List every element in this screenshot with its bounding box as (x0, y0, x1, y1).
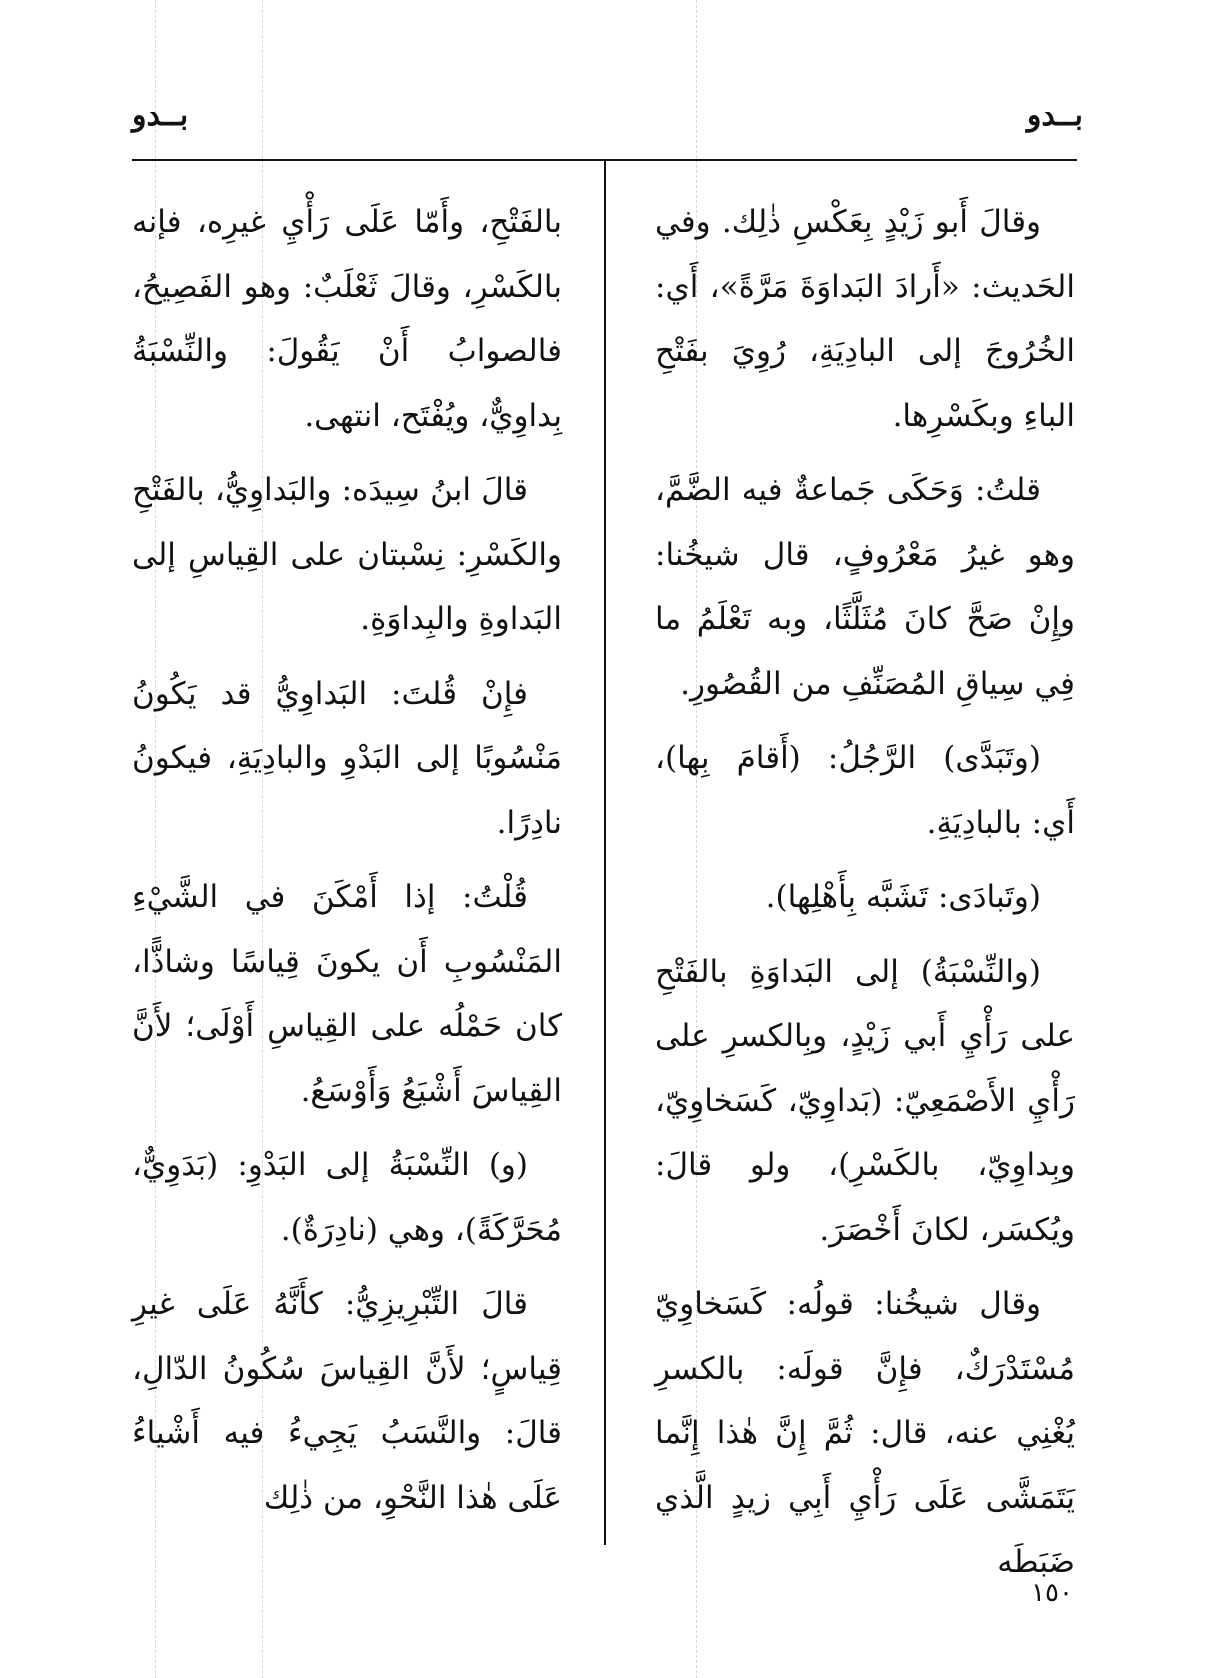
paragraph: قلتُ: وَحَكَى جَماعةٌ فيه الضَّمَّ، وهو غيرُ مَعْرُوفٍ، قال شيخُنا: وإِنْ صَحَّ كانَ مُثَلَّثًا، وبه تَعْلَمُ ما فِي سِياقِ المُصَنِّفِ من القُصُورِ. (655, 472, 1075, 702)
paragraph: (وتَبَدَّى) الرَّجُلُ: (أَقامَ بِها)، أَي: بالبادِيَةِ. (655, 740, 1075, 841)
paragraph: قُلْتُ: إذا أَمْكَنَ في الشَّيْءِ المَنْسُوبِ أَن يكونَ قِياسًا وشاذًّا، كان حَمْلُه على القِياسِ أَوْلَى؛ لأَنَّ القِياسَ أَشْيَعُ وَأَوْسَعُ. (132, 879, 562, 1109)
left-column (132, 190, 562, 1540)
paragraph: (و) النِّسْبَةُ إلى البَدْوِ: (بَدَوِيٌّ، مُحَرَّكَةً)، وهي (نادِرَةٌ). (132, 1147, 562, 1248)
paragraph: بالفَتْحِ، وأَمّا عَلَى رَأْيِ غيرِه، فإنه بالكَسْرِ، وقالَ ثَعْلَبٌ: وهو الفَصِيحُ، فالصوابُ أَنْ يَقُولَ: والنِّسْبَةُ بِداوِيٌّ، ويُفْتَح، انتهى. (132, 204, 562, 434)
paragraph: قالَ التِّبْرِيزِيُّ: كأَنَّهُ عَلَى غيرِ قِياسٍ؛ لأَنَّ القِياسَ سُكُونُ الدّالِ، قالَ: والنَّسَبُ يَجِيءُ فيه أَشْياءُ عَلَى هٰذا النَّحْوِ، من ذٰلِك (132, 1286, 562, 1516)
right-column (655, 190, 1075, 1605)
running-head-left: بــدو (132, 98, 189, 133)
paragraph: (والنِّسْبَةُ) إلى البَداوَةِ بالفَتْحِ على رَأْيِ أَبي زَيْدٍ، وبِالكسرِ على رَأْيِ الأَصْمَعِيّ: (بَداوِيّ، كَسَخاوِيّ، وبِداوِيّ، بالكَسْرِ)، ولو قالَ: ويُكسَر، لكانَ أَخْصَرَ. (655, 953, 1075, 1248)
column-divider (604, 160, 606, 1545)
paragraph: وقال شيخُنا: قولُه: كَسَخاوِيّ مُسْتَدْرَكٌ، فإِنَّ قولَه: بالكسرِ يُغْنِي عنه، قال: ثُمَّ إِنَّ هٰذا إِنَّما يَتَمَشَّى عَلَى رَأْيِ أَبِي زيدٍ الَّذي ضَبَطَه (655, 1286, 1075, 1580)
paragraph: فإِنْ قُلتَ: البَداوِيُّ قد يَكُونُ مَنْسُوبًا إلى البَدْوِ والبادِيَةِ، فيكونُ نادِرًا. (132, 675, 562, 841)
paragraph: (وتَبادَى: تَشَبَّه بِأَهْلِها). (765, 879, 1041, 915)
paragraph: وقالَ أَبو زَيْدٍ بِعَكْسِ ذٰلِك. وفي الحَديث: «أَرادَ البَداوَةَ مَرَّةً»، أَي: الخُرُوجَ إلى البادِيَةِ، رُوِيَ بفَتْحِ الباءِ وبكَسْرِها. (655, 204, 1075, 434)
page-number: ١٥٠ (1031, 1578, 1073, 1608)
paragraph: قالَ ابنُ سِيدَه: والبَداوِيُّ، بالفَتْحِ والكَسْرِ: نِسْبتان على القِياسِ إلى البَداوةِ والبِداوَةِ. (132, 472, 562, 637)
running-head-right: بــدو (1026, 98, 1083, 133)
